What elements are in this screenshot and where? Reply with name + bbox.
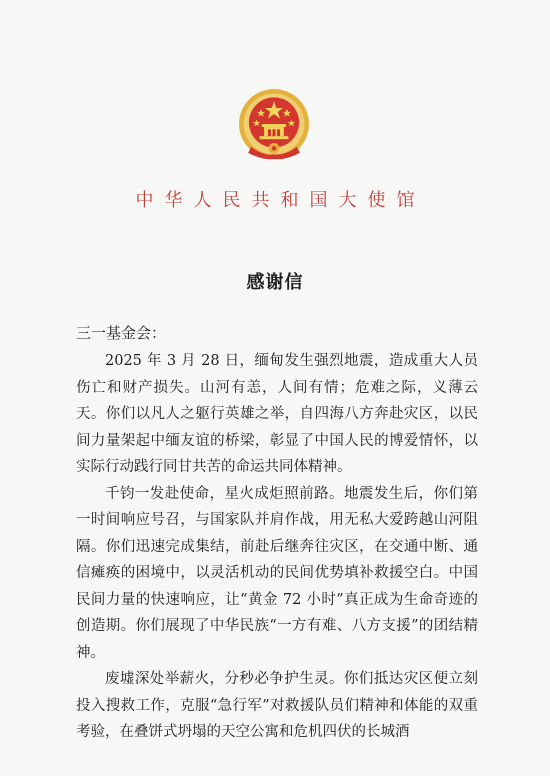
paragraph: 千钧一发赴使命，星火成炬照前路。地震发生后，你们第一时间响应号召，与国家队并肩作战，用无私大爱跨越山河阻隔。你们迅速完成集结，前赴后继奔往灾区，在交通中断、通信瘫痪的困境中，以灵活机动的民间优势填补救援空白。中国民间力量的快速响应，让“黄金 72 小时”真正成为生命奇迹的创造期。你们展现了中华民族“一方有难、八方支援”的团结精神。: [76, 485, 478, 661]
national-emblem-icon: [236, 86, 312, 162]
paragraph: 废墟深处举薪火，分秒必争护生灵。你们抵达灾区便立刻投入搜救工作，克服“急行军”对救援队员们精神和体能的双重考验，在叠饼式坍塌的天空公寓和危机四伏的长城酒: [76, 671, 478, 740]
paragraph: 2025 年 3 月 28 日，缅甸发生强烈地震，造成重大人员伤亡和财产损失。山河有恙，人间有情；危难之际，义薄云天。你们以凡人之躯行英雄之举，自四海八方奔赴灾区，以民间力量架起中缅友谊的桥梁，彰显了中国人民的博爱情怀，以实际行动践行同甘共苦的命运共同体精神。: [76, 353, 478, 475]
issuer-name: 中华人民共和国大使馆: [135, 190, 426, 211]
salutation: 三一基金会：: [76, 324, 167, 342]
letter-title: 感谢信: [246, 272, 304, 293]
letter-body: [76, 348, 478, 746]
